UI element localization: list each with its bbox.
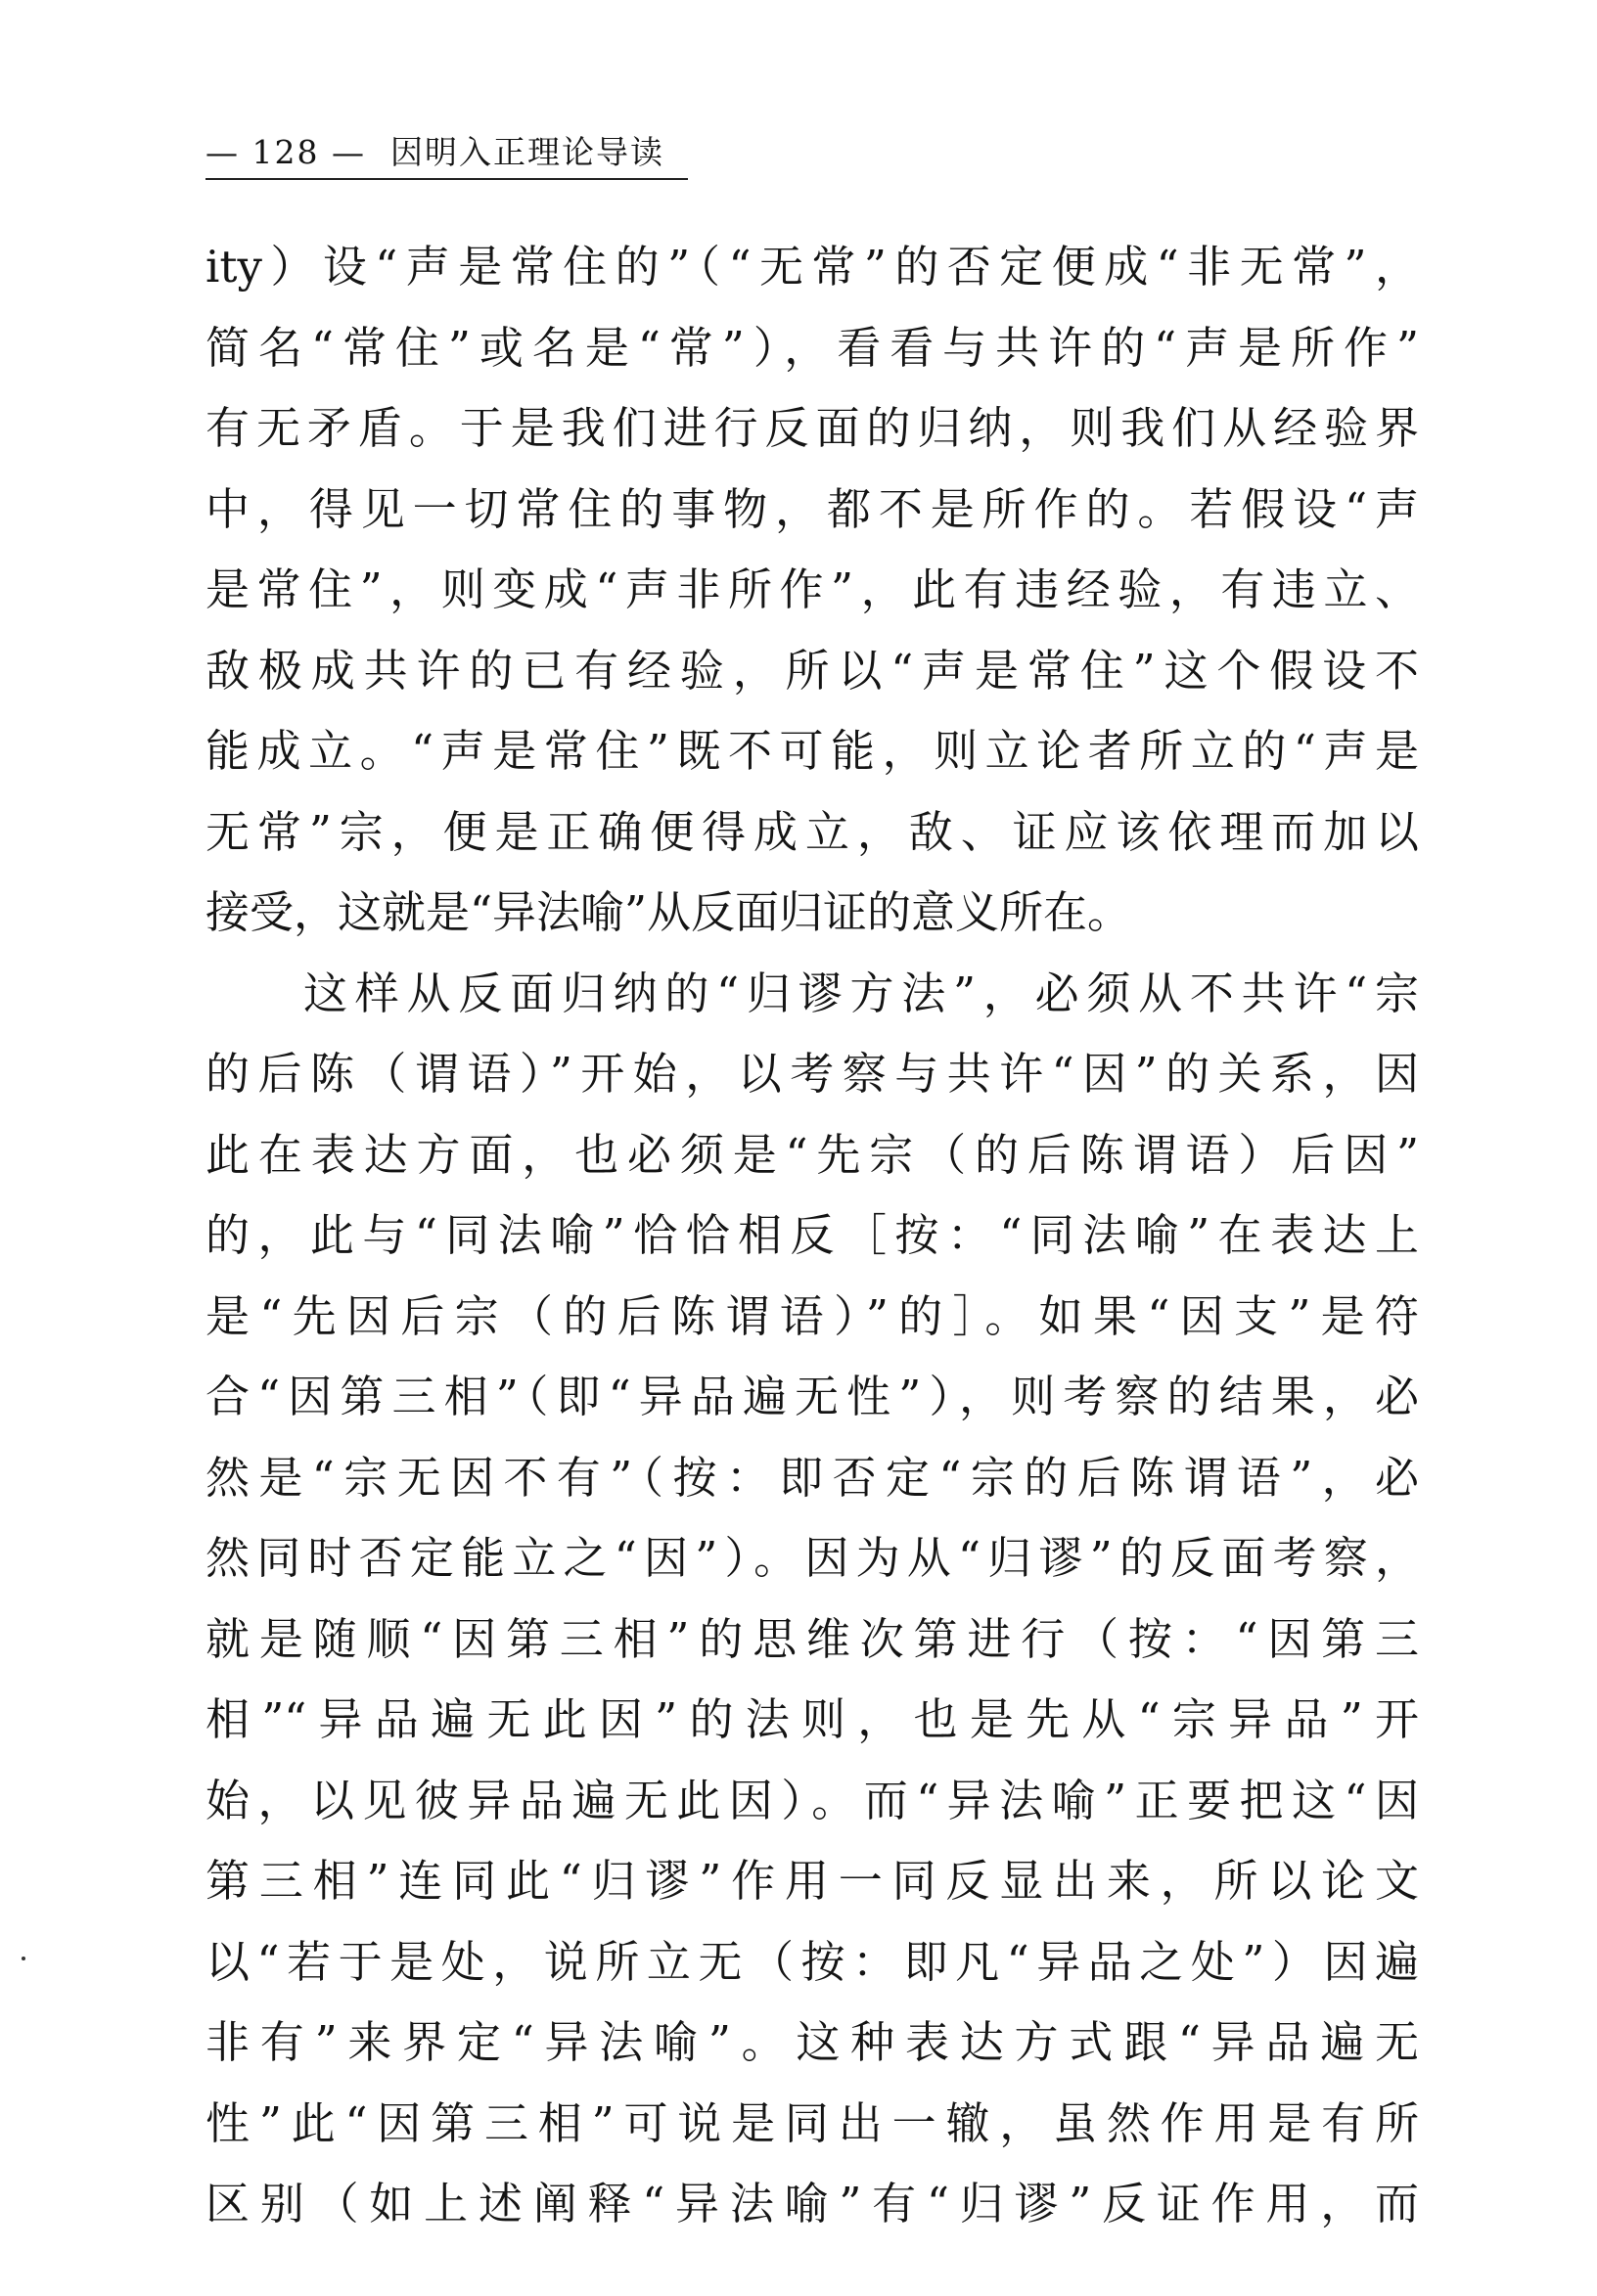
text-line: 无常”宗，便是正确便得成立，敌、证应该依理而加以 xyxy=(205,805,1419,858)
text-line: 然是“宗无因不有”（按：即否定“宗的后陈谓语”，必 xyxy=(205,1451,1419,1504)
text-line: 第三相”连同此“归谬”作用一同反显出来，所以论文 xyxy=(205,1855,1419,1907)
text-line: 的，此与“同法喻”恰恰相反［按：“同法喻”在表达上 xyxy=(205,1209,1419,1261)
text-line: 区别（如上述阐释“异法喻”有“归谬”反证作用，而 xyxy=(205,2178,1419,2229)
text-line: 简名“常住”或名是“常”），看看与共许的“声是所作” xyxy=(205,321,1419,374)
text-line: 有无矛盾。于是我们进行反面的归纳，则我们从经验界 xyxy=(205,402,1419,454)
text-line: 合“因第三相”（即“异品遍无性”），则考察的结果，必 xyxy=(205,1371,1419,1422)
paragraph-first-line: 这样从反面归纳的“归谬方法”，必须从不共许“宗 xyxy=(303,967,1419,1019)
text-line: 性”此“因第三相”可说是同出一辙，虽然作用是有所 xyxy=(205,2096,1419,2149)
text-line: 然同时否定能立之“因”）。因为从“归谬”的反面考察， xyxy=(205,1532,1419,1584)
text-line: 非有”来界定“异法喻”。这种表达方式跟“异品遍无 xyxy=(205,2016,1419,2068)
page-header xyxy=(205,131,695,182)
header-rule xyxy=(205,178,688,180)
running-head: — 128 — 因明入正理论导读 xyxy=(205,133,664,171)
text-line: 敌极成共许的已有经验，所以“声是常住”这个假设不 xyxy=(205,644,1419,697)
text-line: 接受，这就是“异法喻”从反面归证的意义所在。 xyxy=(205,886,1132,938)
text-line: 是“先因后宗（的后陈谓语）”的］。如果“因支”是符 xyxy=(205,1289,1419,1342)
margin-speck xyxy=(22,1957,25,1960)
text-line: 就是随顺“因第三相”的思维次第进行（按：“因第三 xyxy=(205,1612,1419,1665)
text-line: 此在表达方面，也必须是“先宗（的后陈谓语）后因” xyxy=(205,1128,1419,1181)
text-line: 的后陈（谓语）”开始，以考察与共许“因”的关系，因 xyxy=(205,1048,1419,1100)
text-line: ity）设“声是常住的”（“无常”的否定便成“非无常”， xyxy=(205,241,1419,293)
text-line: 以“若于是处，说所立无（按：即凡“异品之处”）因遍 xyxy=(205,1935,1419,1988)
body-text xyxy=(205,227,1419,2245)
text-line: 能成立。“声是常住”既不可能，则立论者所立的“声是 xyxy=(205,725,1419,777)
text-line: 始，以见彼异品遍无此因）。而“异法喻”正要把这“因 xyxy=(205,1774,1419,1826)
text-line: 相”“异品遍无此因”的法则，也是先从“宗异品”开 xyxy=(205,1693,1419,1745)
text-line: 是常住”，则变成“声非所作”，此有违经验，有违立、 xyxy=(205,563,1419,615)
text-line: 中，得见一切常住的事物，都不是所作的。若假设“声 xyxy=(205,482,1419,535)
